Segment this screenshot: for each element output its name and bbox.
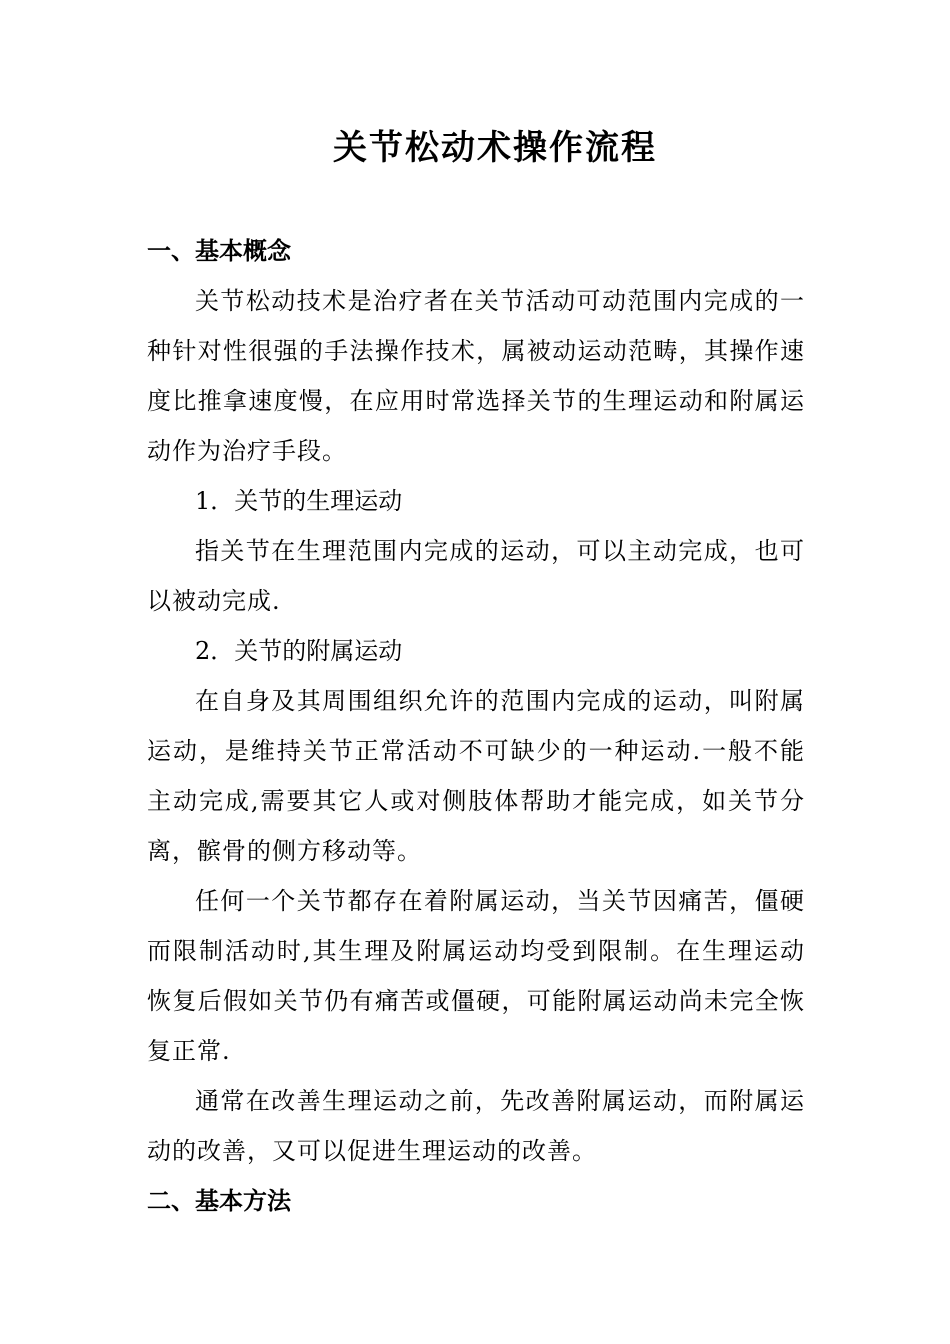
- document-body: [147, 226, 805, 1226]
- subheading-accessory-movement: 2．关节的附属运动: [195, 637, 403, 665]
- page-title: 关节松动术操作流程: [333, 128, 657, 168]
- paragraph-improvement-order: 通常在改善生理运动之前，先改善附属运动，而附属运动的改善，又可以促进生理运动的改善。: [147, 1087, 805, 1165]
- section-heading-basic-methods: 二、基本方法: [147, 1186, 291, 1215]
- subheading-physiological-movement: 1．关节的生理运动: [195, 487, 403, 515]
- paragraph-accessory-movement: 在自身及其周围组织允许的范围内完成的运动，叫附属运动，是维持关节正常活动不可缺少的一种运动.一般不能主动完成,需要其它人或对侧肢体帮助才能完成，如关节分离，髌骨的侧方移动等。: [147, 687, 805, 865]
- paragraph-physiological-movement: 指关节在生理范围内完成的运动，可以主动完成，也可以被动完成.: [147, 537, 805, 615]
- paragraph-intro: 关节松动技术是治疗者在关节活动可动范围内完成的一种针对性很强的手法操作技术，属被动运动范畴，其操作速度比推拿速度慢，在应用时常选择关节的生理运动和附属运动作为治疗手段。: [147, 287, 805, 465]
- paragraph-joint-restriction: 任何一个关节都存在着附属运动，当关节因痛苦，僵硬而限制活动时,其生理及附属运动均受到限制。在生理运动恢复后假如关节仍有痛苦或僵硬，可能附属运动尚未完全恢复正常.: [147, 887, 805, 1065]
- section-heading-basic-concepts: 一、基本概念: [147, 236, 291, 265]
